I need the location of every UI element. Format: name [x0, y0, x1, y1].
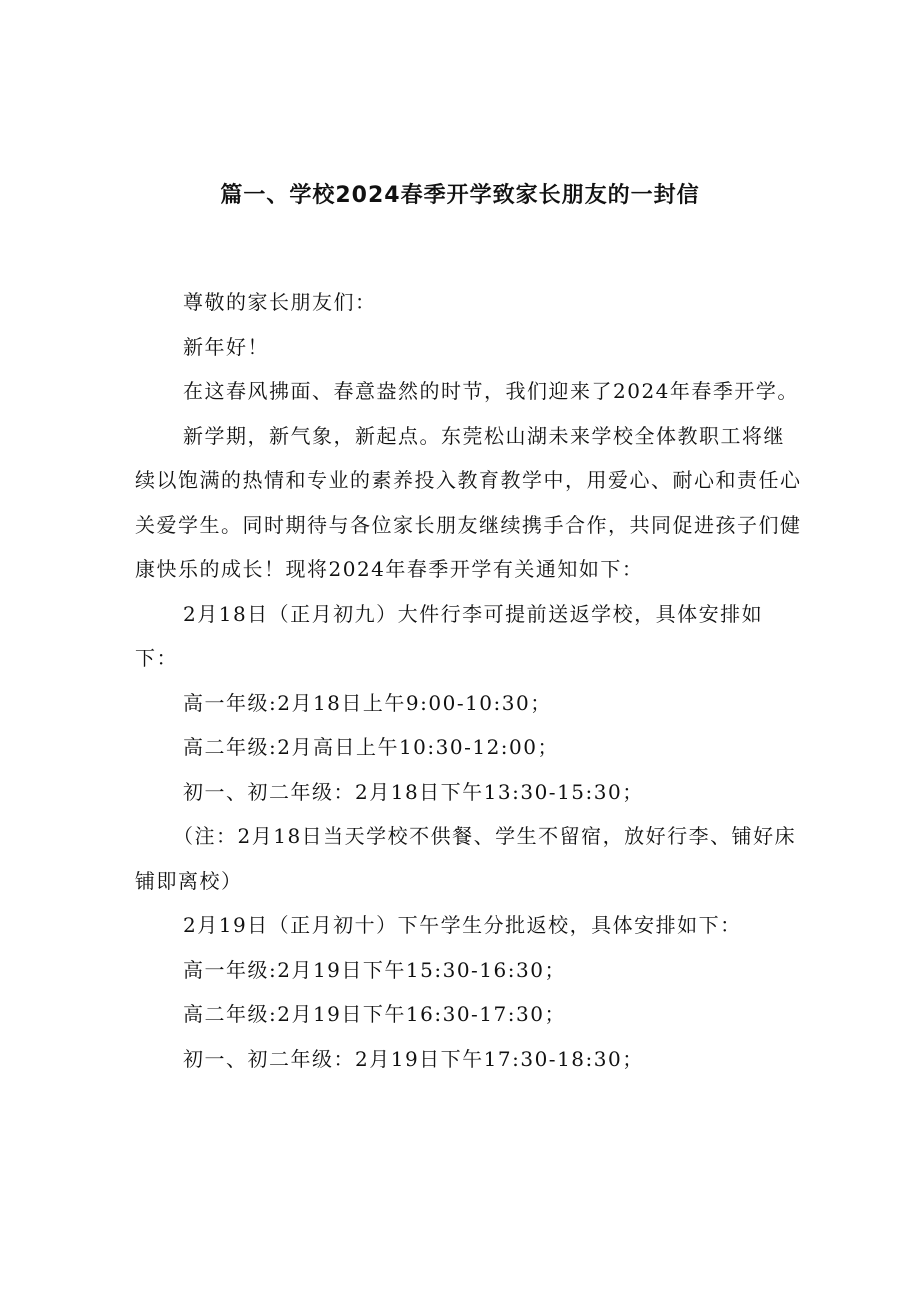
schedule-note: （注：2月18日当天学校不供餐、学生不留宿，放好行李、铺好床铺即离校）: [135, 824, 797, 893]
schedule-item: 高二年级:2月高日上午10:30-12:00；: [183, 735, 559, 759]
paragraph-new-semester: 新学期，新气象，新起点。东莞松山湖未来学校全体教职工将继续以饱满的热情和专业的素养投入教育教学中，用爱心、耐心和责任心关爱学生。同时期待与各位家长朋友继续携手合作，共同促进孩子们健康快乐的成长！现将2024年春季开学有关通知如下：: [135, 423, 802, 581]
schedule-item: 高二年级:2月19日下午16:30-17:30；: [183, 1002, 566, 1026]
schedule-item: 初一、初二年级：2月19日下午17:30-18:30；: [183, 1046, 644, 1071]
paragraph-return-arrangement: 2月19日（正月初十）下午学生分批返校，具体安排如下：: [183, 913, 742, 937]
greeting: 新年好！: [183, 334, 269, 359]
salutation: 尊敬的家长朋友们：: [183, 290, 377, 314]
schedule-item: 高一年级:2月18日上午9:00-10:30；: [183, 690, 552, 715]
paragraph-spring-opening: 在这春风拂面、春意盎然的时节，我们迎来了2024年春季开学。: [183, 379, 799, 403]
paragraph-luggage-arrangement: 2月18日（正月初九）大件行李可提前送返学校，具体安排如下：: [135, 601, 764, 670]
document-title: 篇一、学校2024春季开学致家长朋友的一封信: [220, 183, 700, 208]
schedule-item: 初一、初二年级：2月18日下午13:30-15:30；: [183, 779, 644, 804]
document-body: [135, 280, 805, 1081]
schedule-item: 高一年级:2月19日下午15:30-16:30；: [183, 957, 566, 982]
